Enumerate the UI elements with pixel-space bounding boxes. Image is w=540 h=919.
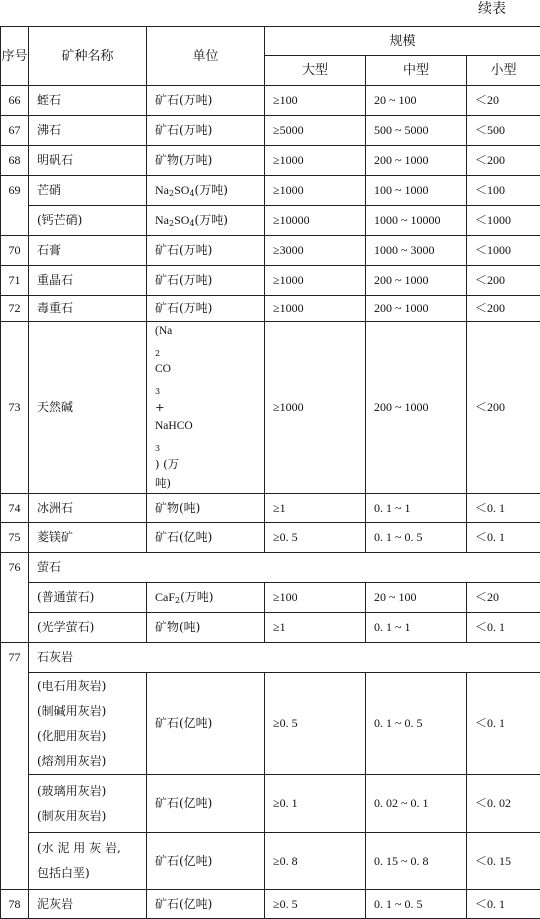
row-name-list: (电石用灰岩) (制碱用灰岩) (化肥用灰岩) (熔剂用灰岩) — [29, 673, 147, 775]
row-index: 71 — [1, 266, 29, 296]
row-index: 66 — [1, 86, 29, 116]
row-unit: 矿石(万吨) — [147, 266, 265, 296]
row-medium: 1000 ~ 3000 — [366, 236, 467, 266]
row-medium: 100 ~ 1000 — [366, 176, 467, 206]
row-large: ≥1000 — [265, 266, 366, 296]
row-small: ＜0. 1 — [467, 890, 540, 919]
table-row — [1, 613, 540, 643]
row-medium: 0. 1 ~ 0. 5 — [366, 673, 467, 775]
table-row — [1, 322, 540, 494]
table-row — [1, 890, 540, 919]
table-row — [1, 833, 540, 890]
row-large: ≥5000 — [265, 116, 366, 146]
row-unit: 矿石(亿吨) — [147, 833, 265, 890]
row-medium: 0. 15 ~ 0. 8 — [366, 833, 467, 890]
row-small: ＜0. 1 — [467, 494, 540, 523]
header-large: 大型 — [265, 56, 366, 86]
row-name: 芒硝 — [29, 176, 147, 206]
row-name: 蛭石 — [29, 86, 147, 116]
row-medium: 0. 1 ~ 1 — [366, 613, 467, 643]
row-unit: CaF$_2$(万吨) — [147, 583, 265, 613]
row-small: ＜200 — [467, 296, 540, 322]
row-medium: 200 ~ 1000 — [366, 266, 467, 296]
row-index: 69 — [1, 176, 29, 236]
row-unit: $Na_2SO_4$(万吨) — [147, 176, 265, 206]
table-row — [1, 116, 540, 146]
row-medium: 0. 1 ~ 1 — [366, 494, 467, 523]
row-small: ＜0. 02 — [467, 775, 540, 833]
table-row — [1, 775, 540, 833]
row-medium: 500 ~ 5000 — [366, 116, 467, 146]
row-large: ≥3000 — [265, 236, 366, 266]
table-row — [1, 146, 540, 176]
row-large: ≥1000 — [265, 176, 366, 206]
table-row — [1, 206, 540, 236]
row-medium: 20 ~ 100 — [366, 86, 467, 116]
row-small: ＜0. 15 — [467, 833, 540, 890]
row-unit: 矿石(万吨) — [147, 116, 265, 146]
row-unit: 矿石(亿吨) — [147, 890, 265, 919]
row-unit: $Na_2SO_4$(万吨) — [147, 206, 265, 236]
row-large: ≥10000 — [265, 206, 366, 236]
row-unit: 矿石(万吨) — [147, 236, 265, 266]
row-name: 沸石 — [29, 116, 147, 146]
table-row — [1, 553, 540, 583]
row-name: 石膏 — [29, 236, 147, 266]
row-name: 萤石 — [29, 553, 540, 583]
row-unit: 矿石(万吨) — [147, 296, 265, 322]
row-name: 冰洲石 — [29, 494, 147, 523]
row-large: ≥1000 — [265, 322, 366, 494]
row-name: 泥灰岩 — [29, 890, 147, 919]
table-row — [1, 673, 540, 775]
row-unit: 矿石(亿吨) — [147, 775, 265, 833]
row-small: ＜20 — [467, 583, 540, 613]
header-small: 小型 — [467, 56, 540, 86]
row-small: ＜20 — [467, 86, 540, 116]
row-large: ≥0. 1 — [265, 775, 366, 833]
table-row — [1, 266, 540, 296]
row-name-list: (玻璃用灰岩) (制灰用灰岩) — [29, 775, 147, 833]
row-name: (钙芒硝) — [29, 206, 147, 236]
row-large: ≥1000 — [265, 296, 366, 322]
table-row — [1, 643, 540, 673]
row-small: ＜500 — [467, 116, 540, 146]
table-row — [1, 583, 540, 613]
row-small: ＜200 — [467, 322, 540, 494]
row-large: ≥100 — [265, 86, 366, 116]
row-large: ≥0. 5 — [265, 523, 366, 553]
row-small: ＜200 — [467, 146, 540, 176]
row-medium: 20 ~ 100 — [366, 583, 467, 613]
row-index: 76 — [1, 553, 29, 643]
table-row — [1, 494, 540, 523]
row-name: (光学萤石) — [29, 613, 147, 643]
row-medium: 0. 1 ~ 0. 5 — [366, 523, 467, 553]
header-unit: 单位 — [147, 27, 265, 86]
row-index: 77 — [1, 643, 29, 890]
table-row — [1, 236, 540, 266]
table-row — [1, 86, 540, 116]
row-large: ≥0. 5 — [265, 890, 366, 919]
row-index: 74 — [1, 494, 29, 523]
row-name: 石灰岩 — [29, 643, 540, 673]
row-unit: (Na $_2$ CO $_3$ + NaHCO $_3$ ) (万 吨) — [147, 322, 265, 494]
table-row — [1, 176, 540, 206]
row-medium: 200 ~ 1000 — [366, 322, 467, 494]
header-index: 序号 — [1, 27, 29, 86]
row-small: ＜0. 1 — [467, 673, 540, 775]
row-medium: 200 ~ 1000 — [366, 146, 467, 176]
row-index: 68 — [1, 146, 29, 176]
row-index: 73 — [1, 322, 29, 494]
row-index: 75 — [1, 523, 29, 553]
row-index: 70 — [1, 236, 29, 266]
row-small: ＜0. 1 — [467, 523, 540, 553]
row-name: (普通萤石) — [29, 583, 147, 613]
row-medium: 0. 1 ~ 0. 5 — [366, 890, 467, 919]
row-unit: 矿石(亿吨) — [147, 523, 265, 553]
row-name: 菱镁矿 — [29, 523, 147, 553]
row-name: 重晶石 — [29, 266, 147, 296]
row-unit: 矿物(吨) — [147, 494, 265, 523]
row-unit: 矿物(万吨) — [147, 146, 265, 176]
table-row — [1, 296, 540, 322]
row-large: ≥100 — [265, 583, 366, 613]
row-large: ≥1 — [265, 613, 366, 643]
row-large: ≥0. 8 — [265, 833, 366, 890]
row-index: 78 — [1, 890, 29, 919]
row-unit: 矿石(亿吨) — [147, 673, 265, 775]
header-scale: 规模 — [265, 27, 540, 56]
row-medium: 1000 ~ 10000 — [366, 206, 467, 236]
table-row — [1, 523, 540, 553]
row-small: ＜100 — [467, 176, 540, 206]
row-unit: 矿石(万吨) — [147, 86, 265, 116]
row-name: 毒重石 — [29, 296, 147, 322]
row-large: ≥1 — [265, 494, 366, 523]
row-small: ＜1000 — [467, 206, 540, 236]
row-name: 天然碱 — [29, 322, 147, 494]
row-small: ＜200 — [467, 266, 540, 296]
header-name: 矿种名称 — [29, 27, 147, 86]
row-unit: 矿物(吨) — [147, 613, 265, 643]
row-large: ≥1000 — [265, 146, 366, 176]
row-name-list: (水 泥 用 灰 岩, 包括白垩) — [29, 833, 147, 890]
row-small: ＜0. 1 — [467, 613, 540, 643]
mineral-scale-table — [0, 26, 540, 919]
row-name: 明矾石 — [29, 146, 147, 176]
row-index: 67 — [1, 116, 29, 146]
row-medium: 200 ~ 1000 — [366, 296, 467, 322]
row-large: ≥0. 5 — [265, 673, 366, 775]
continued-label: 续表 — [478, 0, 506, 18]
row-medium: 0. 02 ~ 0. 1 — [366, 775, 467, 833]
row-index: 72 — [1, 296, 29, 322]
row-small: ＜1000 — [467, 236, 540, 266]
header-medium: 中型 — [366, 56, 467, 86]
